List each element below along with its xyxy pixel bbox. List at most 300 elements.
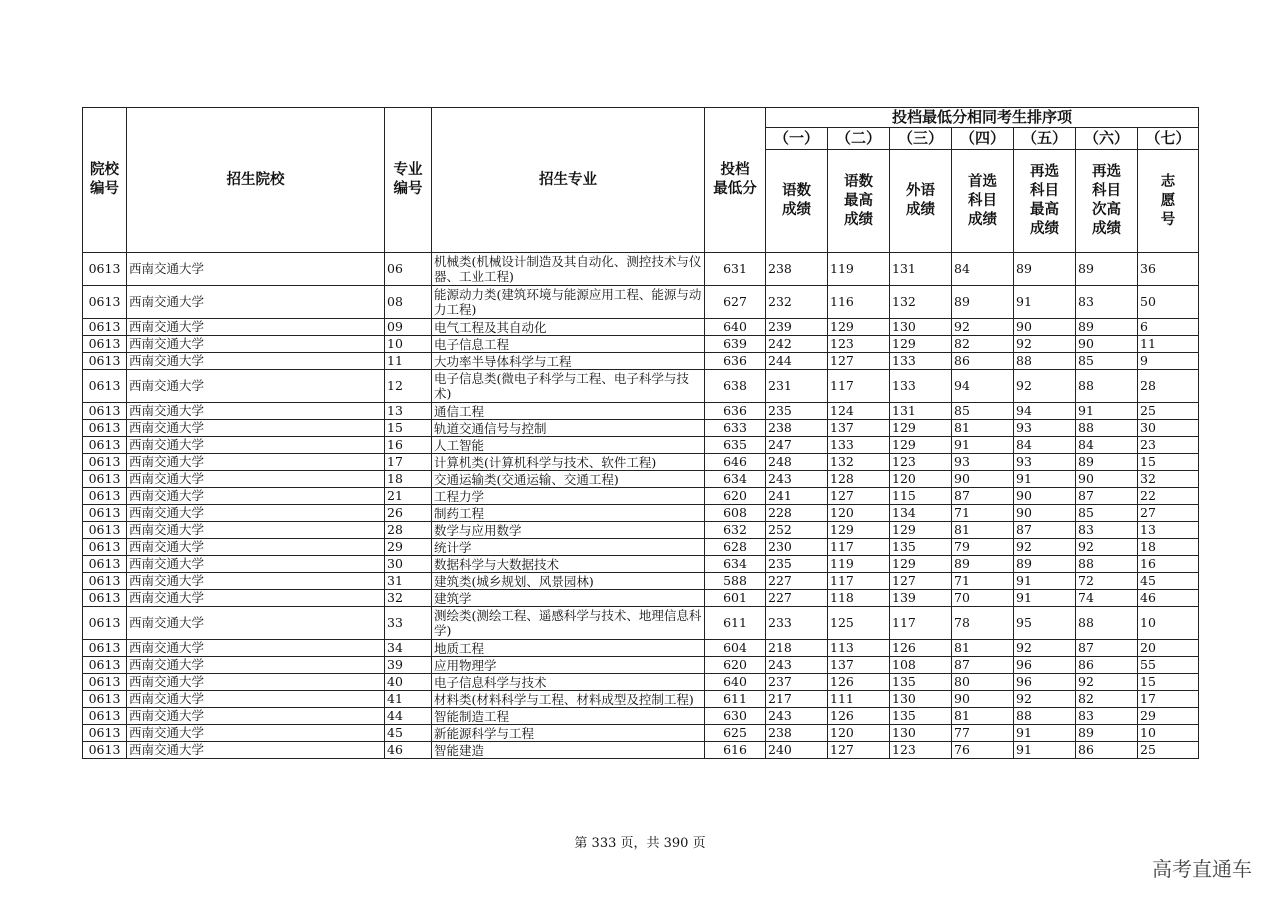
cell-chinese-math-max: 137 (828, 420, 890, 437)
table-row (83, 556, 1199, 573)
table-row (83, 488, 1199, 505)
cell-school-code: 0613 (83, 691, 127, 708)
header-subcol-2: 语数 最高 成绩 (828, 150, 890, 253)
cell-chinese-math-score: 230 (766, 539, 828, 556)
cell-min-score: 640 (705, 674, 766, 691)
table-row (83, 437, 1199, 454)
cell-primary-subject-score: 77 (952, 725, 1014, 742)
cell-school-name: 西南交通大学 (127, 708, 385, 725)
cell-chinese-math-score: 252 (766, 522, 828, 539)
cell-school-code: 0613 (83, 725, 127, 742)
cell-elective-max-score: 91 (1014, 590, 1076, 607)
cell-foreign-language-score: 123 (890, 742, 952, 759)
cell-elective-second-score: 88 (1076, 370, 1138, 403)
cell-elective-second-score: 85 (1076, 505, 1138, 522)
cell-major-code: 09 (385, 319, 432, 336)
cell-primary-subject-score: 71 (952, 573, 1014, 590)
cell-elective-second-score: 89 (1076, 454, 1138, 471)
cell-school-code: 0613 (83, 742, 127, 759)
table-body (83, 253, 1199, 759)
cell-foreign-language-score: 130 (890, 319, 952, 336)
cell-school-name: 西南交通大学 (127, 742, 385, 759)
cell-min-score: 616 (705, 742, 766, 759)
cell-foreign-language-score: 129 (890, 522, 952, 539)
cell-primary-subject-score: 93 (952, 454, 1014, 471)
cell-major-code: 40 (385, 674, 432, 691)
cell-min-score: 632 (705, 522, 766, 539)
cell-preference-number: 10 (1138, 725, 1199, 742)
header-subcol-7: 志 愿 号 (1138, 150, 1199, 253)
cell-school-name: 西南交通大学 (127, 336, 385, 353)
cell-min-score: 601 (705, 590, 766, 607)
cell-school-code: 0613 (83, 253, 127, 286)
table-row (83, 253, 1199, 286)
cell-major-code: 45 (385, 725, 432, 742)
cell-chinese-math-max: 132 (828, 454, 890, 471)
cell-school-code: 0613 (83, 353, 127, 370)
cell-major-code: 31 (385, 573, 432, 590)
cell-elective-second-score: 91 (1076, 403, 1138, 420)
cell-chinese-math-max: 123 (828, 336, 890, 353)
cell-school-name: 西南交通大学 (127, 505, 385, 522)
cell-preference-number: 15 (1138, 454, 1199, 471)
header-subcol-1: 语数 成绩 (766, 150, 828, 253)
cell-chinese-math-max: 111 (828, 691, 890, 708)
cell-elective-max-score: 91 (1014, 725, 1076, 742)
cell-elective-max-score: 95 (1014, 607, 1076, 640)
cell-elective-max-score: 93 (1014, 454, 1076, 471)
cell-chinese-math-max: 129 (828, 319, 890, 336)
table-row (83, 319, 1199, 336)
cell-chinese-math-score: 243 (766, 708, 828, 725)
table-row (83, 505, 1199, 522)
cell-major-name: 电子信息类(微电子科学与工程、电子科学与技术) (432, 370, 705, 403)
table-row (83, 691, 1199, 708)
header-major-code: 专业 编号 (385, 108, 432, 253)
cell-elective-max-score: 90 (1014, 505, 1076, 522)
cell-elective-second-score: 86 (1076, 742, 1138, 759)
cell-foreign-language-score: 133 (890, 353, 952, 370)
cell-preference-number: 6 (1138, 319, 1199, 336)
cell-school-name: 西南交通大学 (127, 253, 385, 286)
cell-elective-second-score: 89 (1076, 253, 1138, 286)
cell-primary-subject-score: 89 (952, 286, 1014, 319)
cell-major-name: 能源动力类(建筑环境与能源应用工程、能源与动力工程) (432, 286, 705, 319)
cell-min-score: 604 (705, 640, 766, 657)
cell-preference-number: 18 (1138, 539, 1199, 556)
table-row (83, 590, 1199, 607)
cell-elective-second-score: 90 (1076, 336, 1138, 353)
header-order-5: （五） (1014, 128, 1076, 150)
cell-elective-second-score: 89 (1076, 725, 1138, 742)
cell-major-name: 大功率半导体科学与工程 (432, 353, 705, 370)
cell-foreign-language-score: 132 (890, 286, 952, 319)
cell-elective-second-score: 86 (1076, 657, 1138, 674)
cell-chinese-math-max: 126 (828, 674, 890, 691)
cell-min-score: 636 (705, 353, 766, 370)
cell-primary-subject-score: 78 (952, 607, 1014, 640)
cell-foreign-language-score: 135 (890, 539, 952, 556)
cell-major-name: 建筑学 (432, 590, 705, 607)
cell-major-name: 制药工程 (432, 505, 705, 522)
cell-min-score: 633 (705, 420, 766, 437)
cell-school-code: 0613 (83, 607, 127, 640)
cell-primary-subject-score: 90 (952, 691, 1014, 708)
cell-elective-second-score: 88 (1076, 607, 1138, 640)
cell-chinese-math-score: 238 (766, 420, 828, 437)
cell-primary-subject-score: 94 (952, 370, 1014, 403)
cell-foreign-language-score: 129 (890, 437, 952, 454)
cell-school-name: 西南交通大学 (127, 539, 385, 556)
cell-school-code: 0613 (83, 505, 127, 522)
cell-primary-subject-score: 92 (952, 319, 1014, 336)
cell-min-score: 611 (705, 691, 766, 708)
cell-min-score: 627 (705, 286, 766, 319)
cell-elective-max-score: 87 (1014, 522, 1076, 539)
header-school-code: 院校 编号 (83, 108, 127, 253)
cell-preference-number: 29 (1138, 708, 1199, 725)
cell-primary-subject-score: 81 (952, 522, 1014, 539)
cell-preference-number: 46 (1138, 590, 1199, 607)
cell-elective-max-score: 84 (1014, 437, 1076, 454)
table-row (83, 420, 1199, 437)
cell-school-code: 0613 (83, 471, 127, 488)
cell-elective-second-score: 72 (1076, 573, 1138, 590)
cell-chinese-math-score: 231 (766, 370, 828, 403)
cell-preference-number: 25 (1138, 403, 1199, 420)
cell-chinese-math-max: 137 (828, 657, 890, 674)
header-school-name: 招生院校 (127, 108, 385, 253)
cell-major-code: 15 (385, 420, 432, 437)
cell-major-code: 44 (385, 708, 432, 725)
cell-foreign-language-score: 135 (890, 708, 952, 725)
cell-primary-subject-score: 91 (952, 437, 1014, 454)
cell-school-code: 0613 (83, 488, 127, 505)
cell-foreign-language-score: 117 (890, 607, 952, 640)
cell-primary-subject-score: 90 (952, 471, 1014, 488)
cell-preference-number: 16 (1138, 556, 1199, 573)
table-row (83, 370, 1199, 403)
cell-preference-number: 17 (1138, 691, 1199, 708)
cell-major-name: 建筑类(城乡规划、风景园林) (432, 573, 705, 590)
cell-major-name: 通信工程 (432, 403, 705, 420)
cell-school-name: 西南交通大学 (127, 420, 385, 437)
cell-major-name: 数学与应用数学 (432, 522, 705, 539)
admission-score-table (82, 107, 1199, 759)
cell-foreign-language-score: 134 (890, 505, 952, 522)
cell-elective-max-score: 92 (1014, 370, 1076, 403)
cell-elective-max-score: 96 (1014, 657, 1076, 674)
cell-elective-max-score: 89 (1014, 556, 1076, 573)
cell-school-name: 西南交通大学 (127, 674, 385, 691)
cell-chinese-math-max: 124 (828, 403, 890, 420)
cell-chinese-math-max: 133 (828, 437, 890, 454)
cell-major-code: 11 (385, 353, 432, 370)
cell-major-code: 32 (385, 590, 432, 607)
cell-major-name: 电子信息工程 (432, 336, 705, 353)
header-order-7: （七） (1138, 128, 1199, 150)
cell-min-score: 608 (705, 505, 766, 522)
cell-major-code: 46 (385, 742, 432, 759)
cell-min-score: 630 (705, 708, 766, 725)
cell-primary-subject-score: 84 (952, 253, 1014, 286)
cell-preference-number: 50 (1138, 286, 1199, 319)
cell-school-name: 西南交通大学 (127, 691, 385, 708)
cell-school-code: 0613 (83, 708, 127, 725)
table-row (83, 725, 1199, 742)
header-order-2: （二） (828, 128, 890, 150)
cell-school-name: 西南交通大学 (127, 573, 385, 590)
cell-school-code: 0613 (83, 286, 127, 319)
cell-elective-max-score: 92 (1014, 539, 1076, 556)
header-subcol-3: 外语 成绩 (890, 150, 952, 253)
cell-major-code: 21 (385, 488, 432, 505)
table-row (83, 539, 1199, 556)
cell-min-score: 636 (705, 403, 766, 420)
cell-preference-number: 27 (1138, 505, 1199, 522)
cell-chinese-math-score: 227 (766, 573, 828, 590)
cell-foreign-language-score: 131 (890, 403, 952, 420)
cell-foreign-language-score: 123 (890, 454, 952, 471)
cell-major-name: 新能源科学与工程 (432, 725, 705, 742)
cell-min-score: 640 (705, 319, 766, 336)
cell-preference-number: 25 (1138, 742, 1199, 759)
cell-foreign-language-score: 130 (890, 725, 952, 742)
table-row (83, 403, 1199, 420)
cell-major-name: 数据科学与大数据技术 (432, 556, 705, 573)
cell-preference-number: 32 (1138, 471, 1199, 488)
cell-foreign-language-score: 129 (890, 420, 952, 437)
cell-school-name: 西南交通大学 (127, 590, 385, 607)
cell-major-code: 12 (385, 370, 432, 403)
table-row (83, 640, 1199, 657)
page-number: 第 333 页，共 390 页 (574, 836, 706, 851)
cell-school-code: 0613 (83, 336, 127, 353)
cell-major-name: 智能制造工程 (432, 708, 705, 725)
cell-elective-max-score: 90 (1014, 319, 1076, 336)
cell-min-score: 631 (705, 253, 766, 286)
cell-major-code: 34 (385, 640, 432, 657)
cell-chinese-math-score: 247 (766, 437, 828, 454)
cell-major-code: 08 (385, 286, 432, 319)
cell-foreign-language-score: 135 (890, 674, 952, 691)
cell-chinese-math-score: 235 (766, 556, 828, 573)
cell-elective-max-score: 92 (1014, 336, 1076, 353)
cell-elective-max-score: 93 (1014, 420, 1076, 437)
cell-major-name: 应用物理学 (432, 657, 705, 674)
cell-min-score: 628 (705, 539, 766, 556)
cell-major-name: 材料类(材料科学与工程、材料成型及控制工程) (432, 691, 705, 708)
cell-chinese-math-max: 117 (828, 539, 890, 556)
cell-chinese-math-max: 118 (828, 590, 890, 607)
cell-min-score: 588 (705, 573, 766, 590)
cell-school-code: 0613 (83, 420, 127, 437)
cell-preference-number: 13 (1138, 522, 1199, 539)
cell-elective-second-score: 88 (1076, 420, 1138, 437)
cell-school-name: 西南交通大学 (127, 607, 385, 640)
cell-major-code: 10 (385, 336, 432, 353)
cell-primary-subject-score: 86 (952, 353, 1014, 370)
cell-school-name: 西南交通大学 (127, 725, 385, 742)
cell-school-name: 西南交通大学 (127, 286, 385, 319)
cell-min-score: 634 (705, 471, 766, 488)
header-subcol-5: 再选 科目 最高 成绩 (1014, 150, 1076, 253)
cell-major-name: 工程力学 (432, 488, 705, 505)
header-order-4: （四） (952, 128, 1014, 150)
cell-elective-second-score: 85 (1076, 353, 1138, 370)
cell-major-name: 电气工程及其自动化 (432, 319, 705, 336)
cell-primary-subject-score: 85 (952, 403, 1014, 420)
cell-preference-number: 30 (1138, 420, 1199, 437)
cell-foreign-language-score: 129 (890, 556, 952, 573)
cell-preference-number: 23 (1138, 437, 1199, 454)
cell-school-name: 西南交通大学 (127, 437, 385, 454)
cell-school-name: 西南交通大学 (127, 657, 385, 674)
cell-elective-second-score: 87 (1076, 640, 1138, 657)
cell-elective-max-score: 91 (1014, 742, 1076, 759)
cell-chinese-math-score: 248 (766, 454, 828, 471)
cell-foreign-language-score: 131 (890, 253, 952, 286)
cell-chinese-math-score: 232 (766, 286, 828, 319)
cell-chinese-math-max: 113 (828, 640, 890, 657)
table-row (83, 353, 1199, 370)
cell-school-code: 0613 (83, 590, 127, 607)
cell-elective-max-score: 91 (1014, 286, 1076, 319)
cell-primary-subject-score: 71 (952, 505, 1014, 522)
cell-preference-number: 45 (1138, 573, 1199, 590)
cell-major-code: 30 (385, 556, 432, 573)
cell-school-name: 西南交通大学 (127, 319, 385, 336)
table-row (83, 522, 1199, 539)
cell-school-code: 0613 (83, 454, 127, 471)
header-order-6: （六） (1076, 128, 1138, 150)
cell-school-code: 0613 (83, 539, 127, 556)
cell-major-code: 18 (385, 471, 432, 488)
table-row (83, 708, 1199, 725)
cell-primary-subject-score: 87 (952, 657, 1014, 674)
cell-school-code: 0613 (83, 640, 127, 657)
cell-min-score: 620 (705, 488, 766, 505)
cell-chinese-math-score: 235 (766, 403, 828, 420)
cell-major-code: 29 (385, 539, 432, 556)
cell-min-score: 625 (705, 725, 766, 742)
header-major-name: 招生专业 (432, 108, 705, 253)
table-row (83, 286, 1199, 319)
cell-elective-second-score: 88 (1076, 556, 1138, 573)
cell-foreign-language-score: 127 (890, 573, 952, 590)
table-row (83, 454, 1199, 471)
cell-min-score: 639 (705, 336, 766, 353)
cell-foreign-language-score: 120 (890, 471, 952, 488)
cell-primary-subject-score: 76 (952, 742, 1014, 759)
cell-elective-max-score: 96 (1014, 674, 1076, 691)
cell-preference-number: 55 (1138, 657, 1199, 674)
cell-school-code: 0613 (83, 319, 127, 336)
cell-chinese-math-max: 126 (828, 708, 890, 725)
cell-primary-subject-score: 80 (952, 674, 1014, 691)
cell-chinese-math-score: 239 (766, 319, 828, 336)
cell-major-code: 33 (385, 607, 432, 640)
cell-school-code: 0613 (83, 403, 127, 420)
cell-preference-number: 20 (1138, 640, 1199, 657)
cell-chinese-math-max: 119 (828, 556, 890, 573)
cell-major-name: 电子信息科学与技术 (432, 674, 705, 691)
cell-primary-subject-score: 81 (952, 640, 1014, 657)
cell-elective-second-score: 87 (1076, 488, 1138, 505)
cell-min-score: 634 (705, 556, 766, 573)
cell-school-name: 西南交通大学 (127, 488, 385, 505)
cell-chinese-math-score: 237 (766, 674, 828, 691)
header-order-1: （一） (766, 128, 828, 150)
cell-chinese-math-max: 127 (828, 353, 890, 370)
cell-school-code: 0613 (83, 522, 127, 539)
cell-primary-subject-score: 79 (952, 539, 1014, 556)
cell-major-code: 39 (385, 657, 432, 674)
table-row (83, 336, 1199, 353)
cell-school-name: 西南交通大学 (127, 640, 385, 657)
cell-chinese-math-score: 227 (766, 590, 828, 607)
table-row (83, 657, 1199, 674)
cell-chinese-math-score: 240 (766, 742, 828, 759)
cell-school-code: 0613 (83, 437, 127, 454)
cell-school-name: 西南交通大学 (127, 353, 385, 370)
cell-elective-max-score: 92 (1014, 691, 1076, 708)
cell-preference-number: 15 (1138, 674, 1199, 691)
cell-elective-second-score: 83 (1076, 522, 1138, 539)
cell-elective-max-score: 94 (1014, 403, 1076, 420)
cell-major-name: 机械类(机械设计制造及其自动化、测控技术与仪器、工业工程) (432, 253, 705, 286)
cell-elective-max-score: 91 (1014, 573, 1076, 590)
cell-chinese-math-score: 241 (766, 488, 828, 505)
table-header (83, 108, 1199, 253)
cell-preference-number: 9 (1138, 353, 1199, 370)
cell-major-code: 16 (385, 437, 432, 454)
cell-elective-second-score: 90 (1076, 471, 1138, 488)
cell-min-score: 646 (705, 454, 766, 471)
table-row (83, 607, 1199, 640)
cell-major-name: 人工智能 (432, 437, 705, 454)
cell-preference-number: 22 (1138, 488, 1199, 505)
cell-major-code: 26 (385, 505, 432, 522)
cell-school-name: 西南交通大学 (127, 556, 385, 573)
header-subcol-4: 首选 科目 成绩 (952, 150, 1014, 253)
cell-school-name: 西南交通大学 (127, 403, 385, 420)
cell-preference-number: 28 (1138, 370, 1199, 403)
cell-foreign-language-score: 108 (890, 657, 952, 674)
header-min-score: 投档 最低分 (705, 108, 766, 253)
cell-elective-max-score: 92 (1014, 640, 1076, 657)
cell-chinese-math-score: 238 (766, 725, 828, 742)
cell-major-code: 13 (385, 403, 432, 420)
cell-elective-max-score: 89 (1014, 253, 1076, 286)
cell-primary-subject-score: 82 (952, 336, 1014, 353)
cell-primary-subject-score: 81 (952, 708, 1014, 725)
cell-chinese-math-score: 228 (766, 505, 828, 522)
cell-chinese-math-max: 127 (828, 488, 890, 505)
cell-elective-second-score: 92 (1076, 674, 1138, 691)
cell-chinese-math-max: 117 (828, 370, 890, 403)
table-row (83, 471, 1199, 488)
cell-major-name: 测绘类(测绘工程、遥感科学与技术、地理信息科学) (432, 607, 705, 640)
cell-major-code: 28 (385, 522, 432, 539)
cell-foreign-language-score: 115 (890, 488, 952, 505)
cell-primary-subject-score: 81 (952, 420, 1014, 437)
cell-chinese-math-score: 244 (766, 353, 828, 370)
cell-foreign-language-score: 130 (890, 691, 952, 708)
cell-chinese-math-max: 128 (828, 471, 890, 488)
watermark-text: 高考直通车 (1152, 857, 1252, 881)
cell-foreign-language-score: 126 (890, 640, 952, 657)
